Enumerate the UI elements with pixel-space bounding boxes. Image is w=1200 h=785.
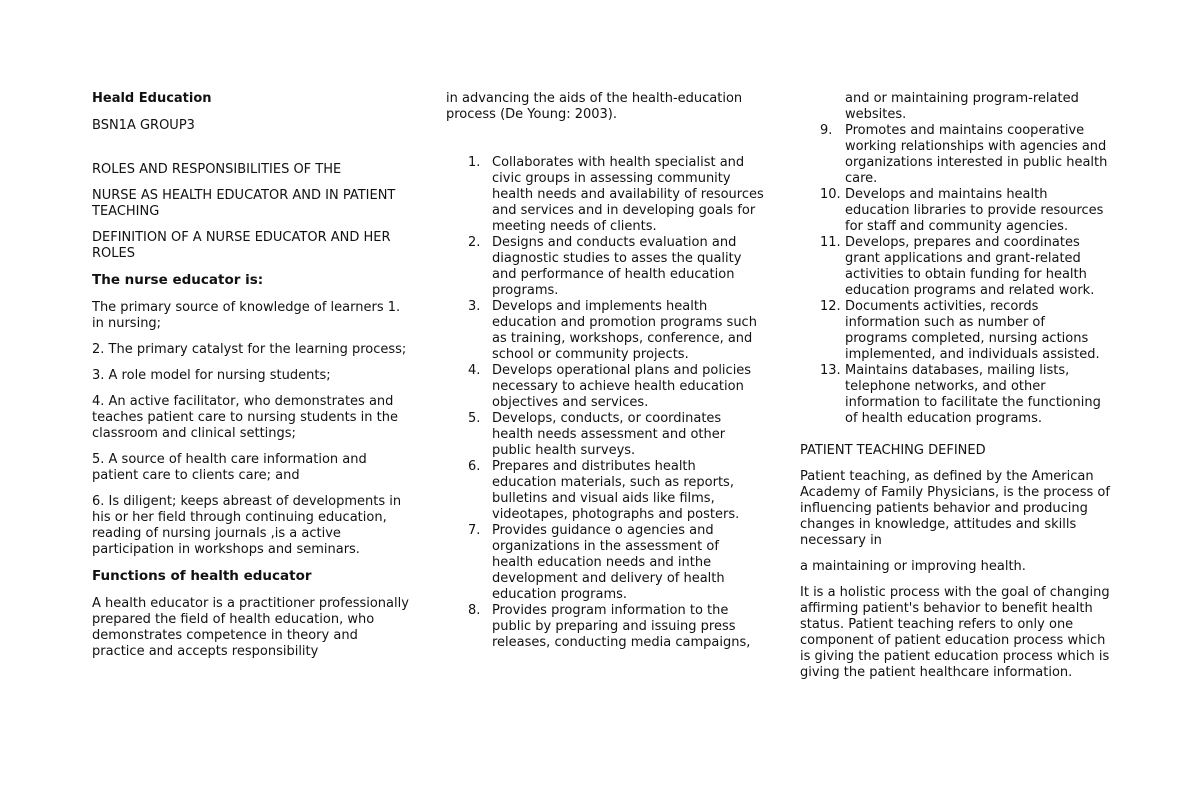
list-text: Develops, prepares and coordinates grant applications and grant-related activities to obtain funding for health education programs and related work. [845,235,1095,298]
column-right [800,91,1110,691]
list-number: 12. [820,299,841,314]
list-text: Provides guidance o agencies and organizations in the assessment of health education needs and inthe development and delivery of health education programs. [492,523,725,602]
point-4: 4. An active facilitator, who demonstrates and teaches patient care to nursing students in the classroom and clinical settings; [92,394,398,441]
list-number: 6. [468,459,481,474]
list-item [446,299,764,363]
list-item [446,235,764,299]
duties-list-continued [800,91,1110,427]
column-middle [446,91,764,651]
list-item [446,411,764,459]
list-item [446,363,764,411]
functions-text: A health educator is a practitioner professionally prepared the field of health education, who demonstrates competence in theory and practice and accepts responsibility [92,596,409,659]
subheading-nurse-educator-is: The nurse educator is: [92,272,264,288]
document-title: Heald Education [92,91,212,106]
list-text: Provides program information to the public by preparing and issuing press releases, conducting media campaigns, [492,603,751,650]
list-text: Designs and conducts evaluation and diagnostic studies to asses the quality and performance of health education programs. [492,235,742,298]
list-number: 8. [468,603,481,618]
list-text: Collaborates with health specialist and civic groups in assessing community health needs and availability of resources and services and in developing goals for meeting needs of clients. [492,155,764,234]
list-item [446,603,764,651]
list-text: Documents activities, records information such as number of programs completed, nursing actions implemented, and individuals assisted. [845,299,1100,362]
list-number: 7. [468,523,481,538]
list-number: 2. [468,235,481,250]
group-label: BSN1A GROUP3 [92,118,195,133]
patient-teaching-heading: PATIENT TEACHING DEFINED [800,443,986,458]
patient-teaching-para-3: It is a holistic process with the goal of changing affirming patient's behavior to benefit health status. Patient teaching refers to only one component of patient education process which is giving the patient education process which is giving the patient healthcare information. [800,585,1110,680]
column-left [92,91,410,660]
patient-teaching-para-2: a maintaining or improving health. [800,559,1026,574]
list-item [446,523,764,603]
list-item [800,235,1110,299]
list-number: 9. [820,123,833,138]
list-item [800,363,1110,427]
point-1: The primary source of knowledge of learners 1. in nursing; [92,300,401,331]
heading-definition: DEFINITION OF A NURSE EDUCATOR AND HER ROLES [92,230,391,261]
patient-teaching-para-1: Patient teaching, as defined by the American Academy of Family Physicians, is the process of influencing patients behavior and producing changes in knowledge, attitudes and skills necessary in [800,469,1110,548]
list-text: Develops and maintains health education libraries to provide resources for staff and community agencies. [845,187,1104,234]
list-text: Prepares and distributes health education materials, such as reports, bulletins and visual aids like films, videotapes, photographs and posters. [492,459,740,522]
list-text: Develops, conducts, or coordinates health needs assessment and other public health surveys. [492,411,726,458]
functions-heading: Functions of health educator [92,568,312,584]
intro-continuation: in advancing the aids of the health-education process (De Young: 2003). [446,91,743,122]
list-item-continuation [800,91,1110,123]
list-number: 4. [468,363,481,378]
list-item [446,459,764,523]
duties-list [446,155,764,651]
list-item [800,123,1110,187]
list-number: 3. [468,299,481,314]
list-number: 13. [820,363,841,378]
point-6: 6. Is diligent; keeps abreast of developments in his or her field through continuing education, reading of nursing journals ,is a active participation in workshops and seminars. [92,494,402,557]
list-number: 1. [468,155,481,170]
list-item [800,187,1110,235]
point-5: 5. A source of health care information and patient care to clients care; and [92,452,367,483]
heading-roles-line1: ROLES AND RESPONSIBILITIES OF THE [92,162,342,177]
list-text: Promotes and maintains cooperative working relationships with agencies and organizations interested in public health care. [845,123,1108,186]
heading-roles-line2: NURSE AS HEALTH EDUCATOR AND IN PATIENT TEACHING [92,188,396,219]
point-3: 3. A role model for nursing students; [92,368,331,383]
list-text: Develops operational plans and policies necessary to achieve health education objectives and services. [492,363,752,410]
list-item [800,299,1110,363]
list-text: Maintains databases, mailing lists, telephone networks, and other information to facilitate the functioning of health education programs. [845,363,1101,426]
list-number: 5. [468,411,481,426]
list-item [446,155,764,235]
list-text: Develops and implements health education and promotion programs such as training, workshops, conference, and school or community projects. [492,299,757,362]
list-text: and or maintaining program-related websites. [845,91,1079,122]
list-number: 11. [820,235,841,250]
list-number: 10. [820,187,841,202]
point-2: 2. The primary catalyst for the learning process; [92,342,407,357]
